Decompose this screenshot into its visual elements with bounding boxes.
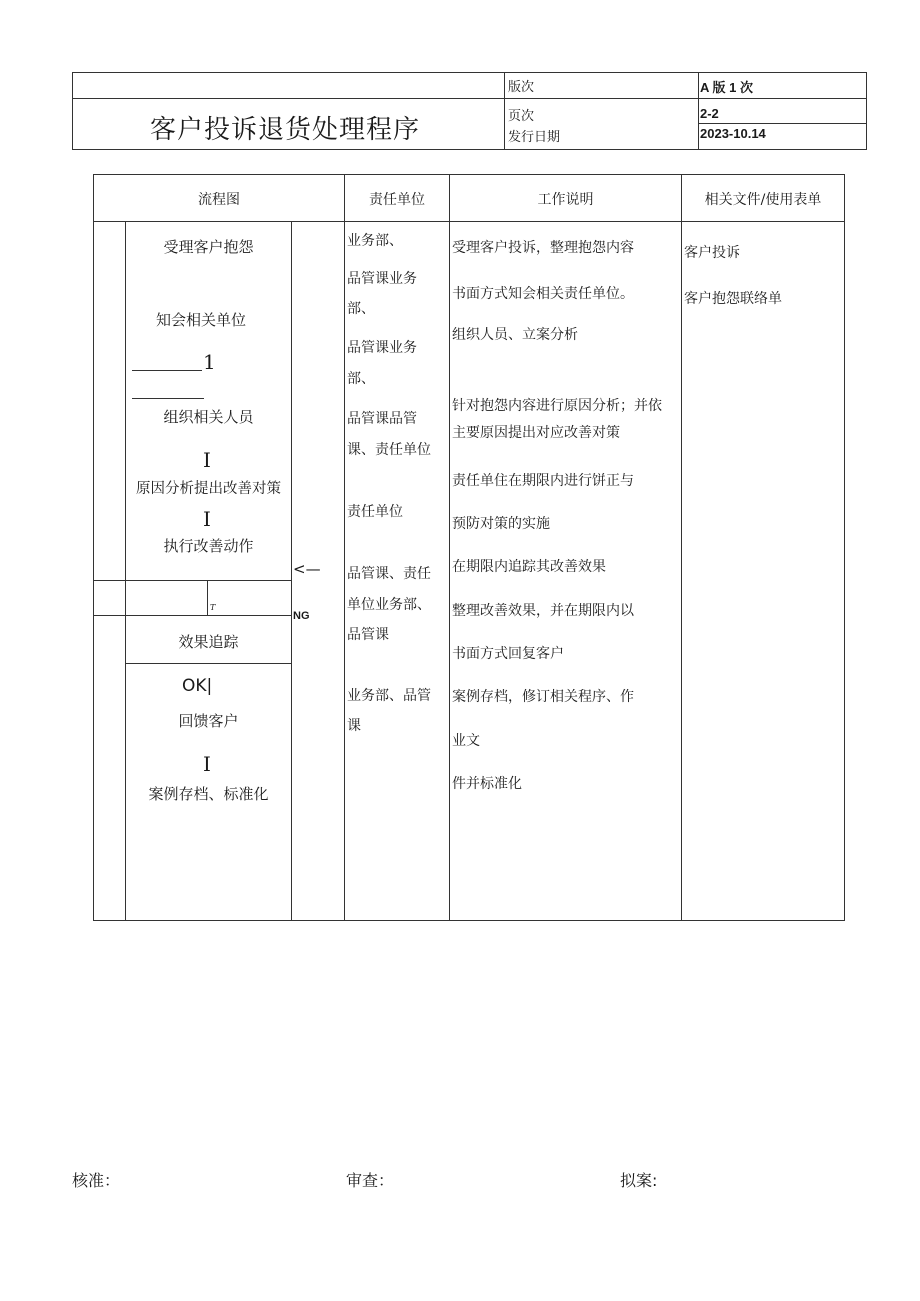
work-line: 在期限内追踪其改善效果 — [452, 559, 606, 575]
ng-label: NG — [293, 610, 310, 622]
responsible-line: 业务部、 — [347, 233, 403, 249]
flow-step-feedback-customer: 回馈客户 — [178, 712, 239, 730]
flow-connector-bar: I — [203, 752, 211, 776]
responsible-line: 单位业务部、 — [347, 597, 431, 613]
responsible-line: 品管课业务 — [347, 340, 417, 356]
responsible-line: 品管课、责任 — [347, 566, 431, 582]
issue-date-label: 发行日期 — [508, 130, 561, 145]
page-label: 页次 — [508, 109, 535, 124]
work-line: 主要原因提出对应改善对策 — [452, 425, 620, 441]
responsible-line: 品管课品管 — [347, 411, 417, 427]
work-line: 组织人员、立案分析 — [452, 327, 578, 343]
responsible-line: 课 — [347, 718, 361, 734]
column-header-work: 工作说明 — [537, 192, 594, 208]
responsible-line: 业务部、品管 — [347, 688, 431, 704]
flow-small-mark: T — [210, 603, 216, 612]
column-header-docs: 相关文件/使用表单 — [704, 192, 822, 208]
issue-date-value: 2023-10.14 — [700, 126, 766, 141]
responsible-line: 品管课业务 — [347, 271, 417, 287]
signature-review-label: 审查： — [346, 1171, 395, 1190]
responsible-line: 部、 — [347, 371, 375, 387]
flow-step-execute: 执行改善动作 — [163, 537, 254, 555]
work-line: 案例存档，修订相关程序、作 — [452, 689, 634, 705]
doc-customer-complaint: 客户投诉 — [684, 245, 740, 261]
flow-step-archive-standardize: 案例存档、标准化 — [148, 785, 269, 803]
flow-step-receive-complaint: 受理客户抱怨 — [163, 238, 254, 256]
work-line: 受理客户投诉，整理抱怨内容 — [452, 240, 634, 256]
flow-step-organize-staff: 组织相关人员 — [163, 408, 254, 426]
work-line: 责任单住在期限内进行饼正与 — [452, 473, 634, 489]
signature-approve-label: 核准： — [72, 1171, 121, 1190]
work-line: 件并标准化 — [452, 776, 522, 792]
document-title: 客户投诉退货处理程序 — [150, 115, 421, 145]
ng-return-arrow: <— — [293, 560, 321, 578]
signature-draft-label: 拟案: — [620, 1171, 658, 1190]
flow-connector-bar: I — [203, 507, 211, 531]
column-header-flowchart: 流程图 — [198, 192, 240, 208]
version-label: 版次 — [508, 80, 535, 95]
version-value: A 版 1 次 — [700, 80, 753, 95]
work-line: 书面方式知会相关责任单位。 — [452, 286, 634, 302]
responsible-line: 品管课 — [347, 627, 389, 643]
flow-mark-1: 1 — [203, 350, 216, 374]
work-line: 整理改善效果，并在期限内以 — [452, 603, 634, 619]
responsible-line: 责任单位 — [347, 504, 403, 520]
page-value: 2-2 — [700, 106, 719, 121]
work-line: 针对抱怨内容进行原因分析；并依 — [452, 398, 662, 414]
flow-step-track-effect: 效果追踪 — [178, 633, 239, 651]
flow-step-notify-units: 知会相关单位 — [155, 311, 246, 329]
flow-connector-bar: I — [203, 448, 211, 472]
column-header-responsible: 责任单位 — [369, 192, 425, 208]
work-line: 书面方式回复客户 — [452, 646, 564, 662]
work-line: 预防对策的实施 — [452, 516, 550, 532]
flow-step-root-cause: 原因分析提出改善对策 — [136, 481, 281, 497]
work-line: 业文 — [452, 733, 480, 749]
doc-complaint-contact-form: 客户抱怨联络单 — [684, 291, 782, 307]
responsible-line: 部、 — [347, 301, 375, 317]
responsible-line: 课、责任单位 — [347, 442, 431, 458]
ok-label: OK| — [182, 676, 213, 696]
